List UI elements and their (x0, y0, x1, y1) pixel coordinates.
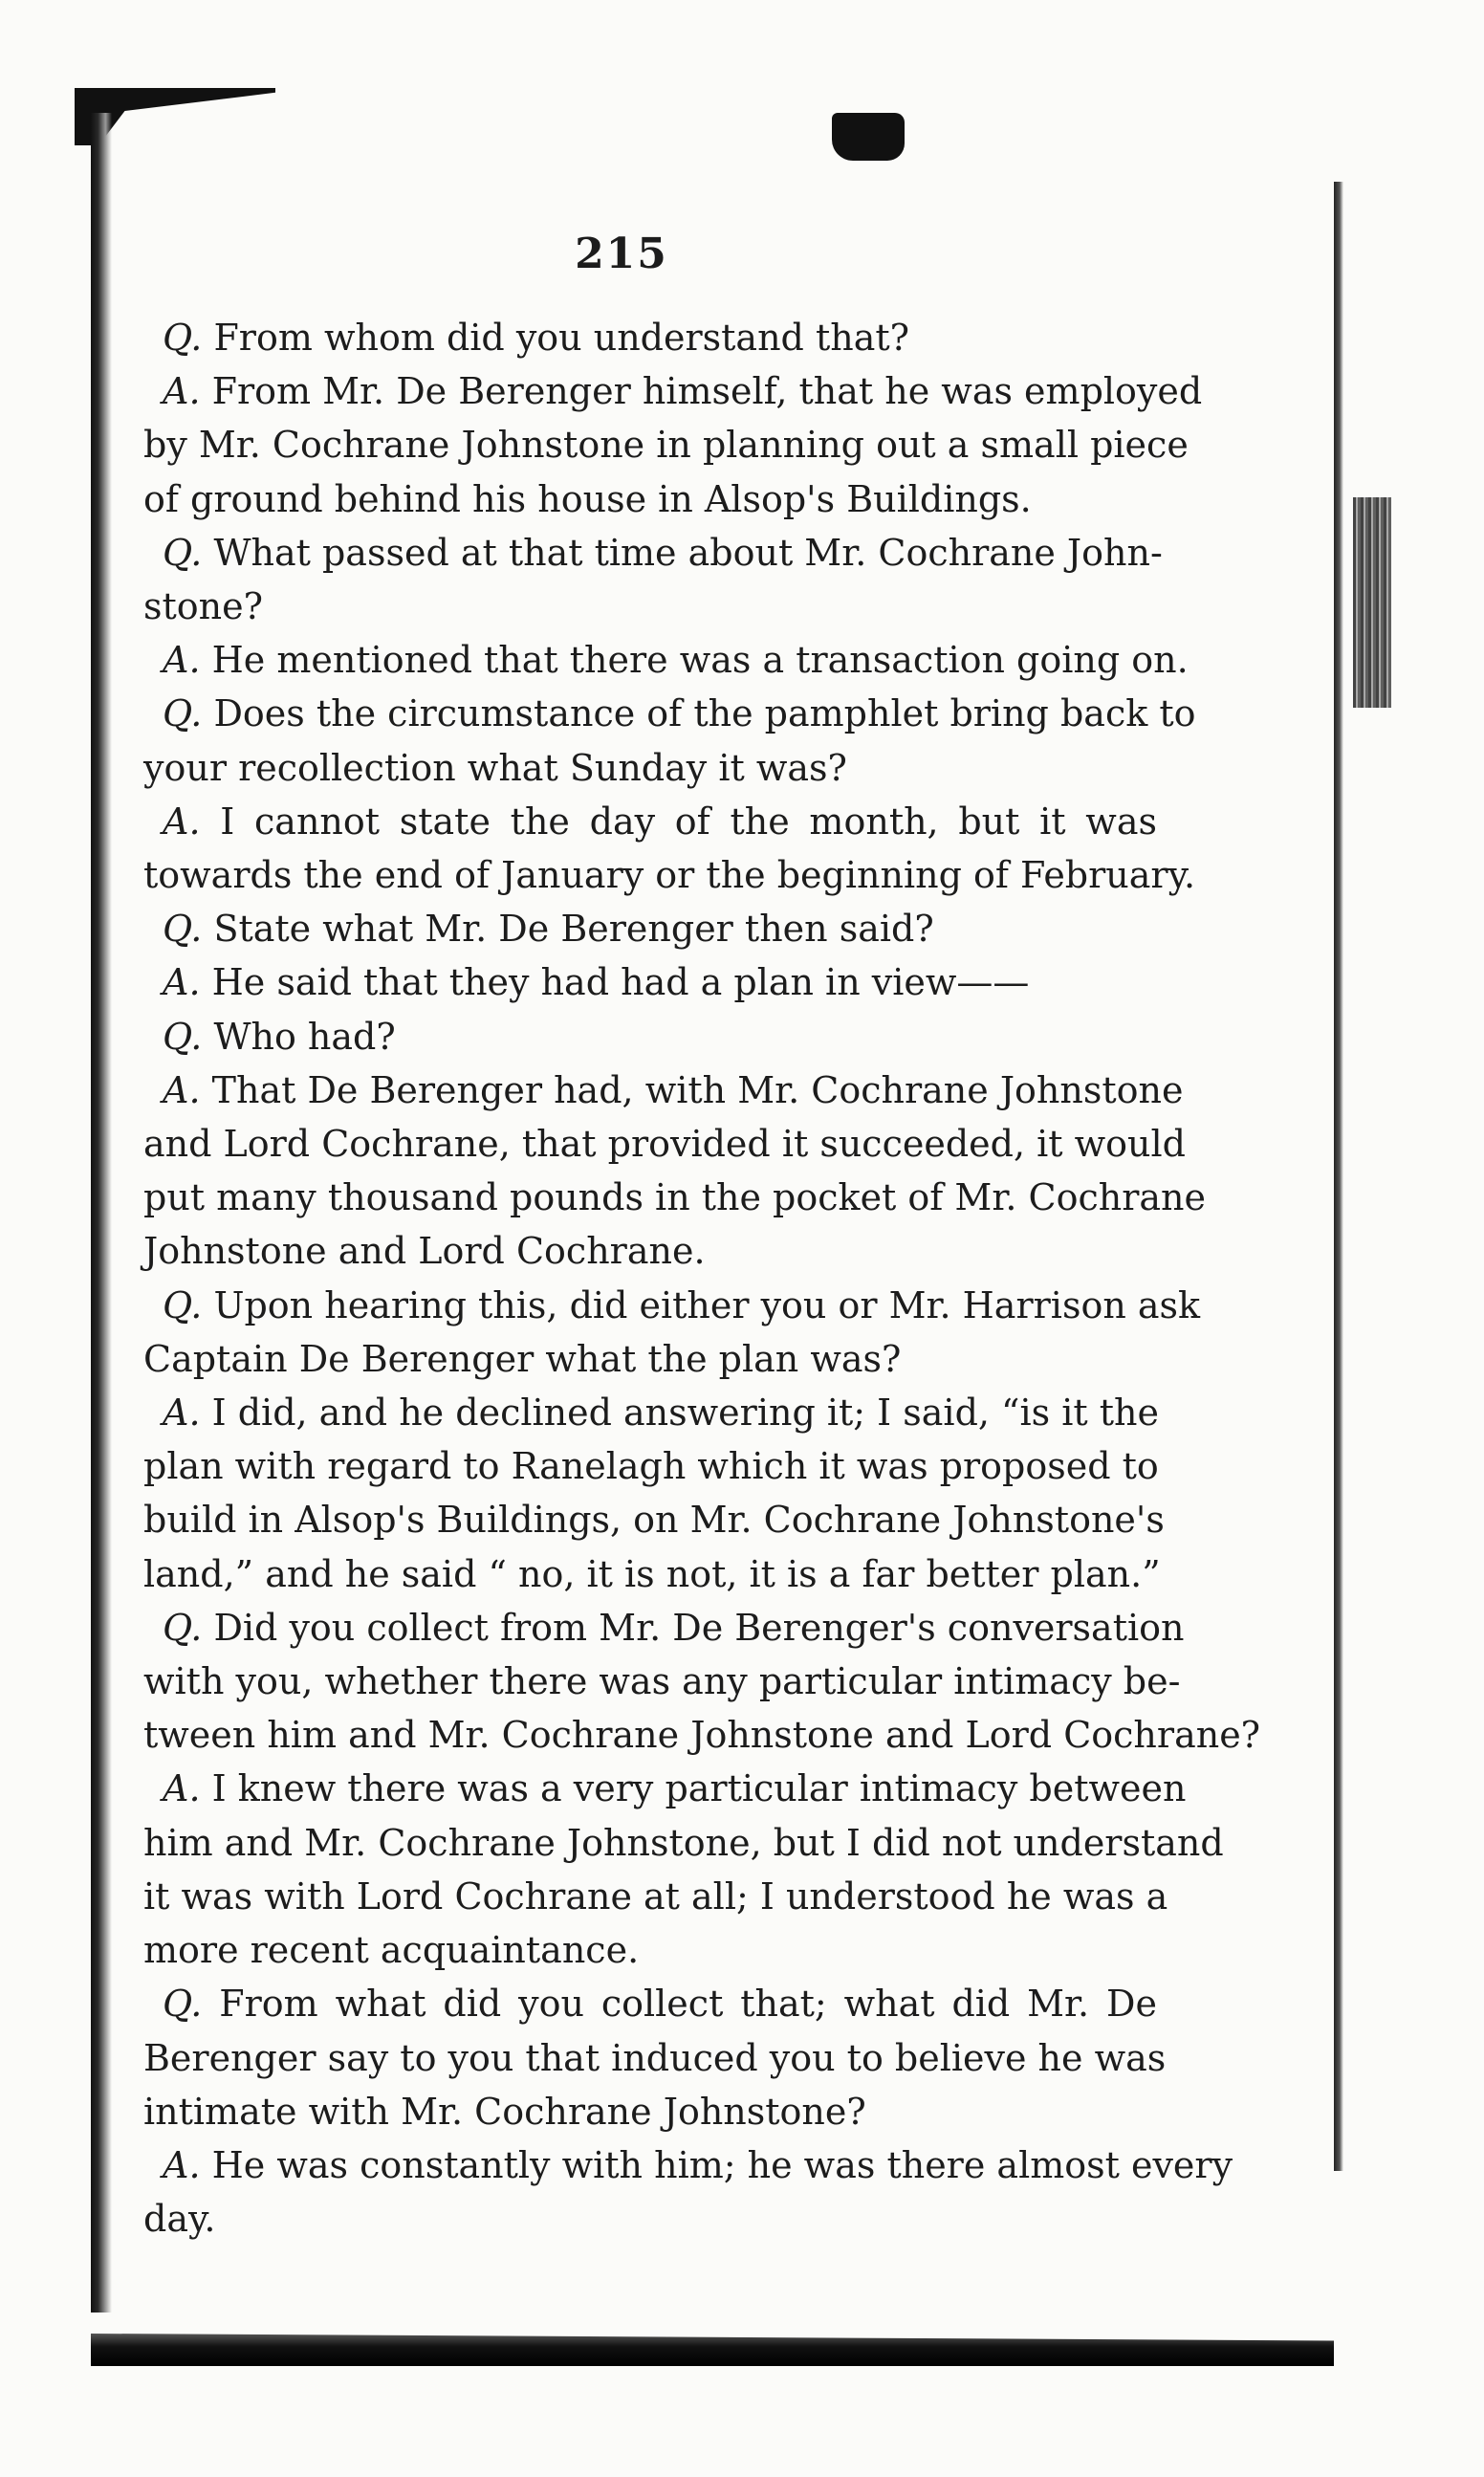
line-text: land,” and he said “ no, it is not, it is a far better plan.” (143, 1552, 1161, 1595)
line-text: That De Berenger had, with Mr. Cochrane Johnstone (211, 1068, 1184, 1111)
text-line (143, 1655, 1181, 1708)
question-label: Q. (163, 317, 203, 359)
text-line (143, 1279, 1201, 1332)
line-text: State what Mr. De Berenger then said? (213, 908, 934, 951)
question-label: Q. (163, 1983, 203, 2026)
question-label: Q. (163, 531, 203, 574)
text-line (143, 1870, 1168, 1923)
line-text: I cannot state the day of the month, but it was (220, 800, 1157, 843)
text-line (143, 1977, 1157, 2030)
text-line (143, 1171, 1206, 1224)
question-label: Q. (163, 1606, 203, 1649)
question-label: Q. (163, 1283, 203, 1326)
line-text: your recollection what Sunday it was? (143, 746, 847, 789)
text-line (143, 580, 1157, 633)
text-line (143, 526, 1163, 580)
text-line (143, 472, 1157, 526)
right-page-edge (1334, 182, 1343, 2171)
answer-label: A. (163, 1392, 201, 1435)
text-line (143, 741, 1157, 795)
text-line (143, 1224, 1157, 1278)
line-text: tween him and Mr. Cochrane Johnstone and Lord Cochrane? (143, 1714, 1261, 1757)
line-text: From what did you collect that; what did Mr. De (219, 1983, 1157, 2026)
question-label: Q. (163, 908, 203, 951)
text-line (143, 795, 1157, 848)
line-text: it was with Lord Cochrane at all; I understood he was a (143, 1874, 1168, 1918)
line-text: He said that they had had a plan in view—— (211, 961, 1030, 1004)
text-line (143, 633, 1189, 687)
answer-label: A. (163, 1068, 201, 1111)
text-line (143, 1816, 1224, 1870)
text-line (143, 902, 1157, 955)
line-text: He was constantly with him; he was there almost every (211, 2143, 1233, 2186)
text-line (143, 955, 1157, 1009)
line-text: Captain De Berenger what the plan was? (143, 1337, 902, 1380)
question-label: Q. (163, 692, 203, 735)
line-text: From Mr. De Berenger himself, that he was employed (211, 370, 1203, 413)
text-line (143, 2031, 1167, 2085)
page-number: 215 (575, 230, 668, 278)
line-text: Berenger say to you that induced you to believe he was (143, 2036, 1167, 2079)
line-text: him and Mr. Cochrane Johnstone, but I did not understand (143, 1821, 1224, 1864)
answer-label: A. (163, 2143, 201, 2186)
line-text: more recent acquaintance. (143, 1929, 640, 1972)
line-text: From whom did you understand that? (213, 317, 910, 359)
text-line (143, 2192, 1157, 2246)
text-line (143, 2085, 1157, 2138)
answer-label: A. (163, 961, 201, 1004)
text-line (143, 1063, 1184, 1117)
line-text: I did, and he declined answering it; I said, “is it the (211, 1392, 1159, 1435)
text-line (143, 311, 1157, 364)
line-text: with you, whether there was any particular intimacy be- (143, 1660, 1181, 1703)
text-line (143, 848, 1196, 902)
line-text: build in Alsop's Buildings, on Mr. Cochrane Johnstone's (143, 1499, 1165, 1542)
text-line (143, 418, 1189, 471)
line-text: What passed at that time about Mr. Cochrane John- (213, 531, 1163, 574)
line-text: intimate with Mr. Cochrane Johnstone? (143, 2090, 866, 2133)
text-line (143, 364, 1203, 418)
text-line (143, 2138, 1233, 2192)
line-text: stone? (143, 585, 263, 628)
text-line (143, 1708, 1261, 1762)
line-text: Upon hearing this, did either you or Mr. Harrison ask (213, 1283, 1201, 1326)
text-line (143, 1923, 1157, 1977)
answer-label: A. (163, 1767, 201, 1810)
text-line (143, 1117, 1186, 1171)
line-text: He mentioned that there was a transaction going on. (211, 639, 1189, 682)
text-line (143, 1762, 1187, 1815)
answer-label: A. (163, 639, 201, 682)
text-line (143, 1493, 1165, 1546)
right-margin-shadow (1353, 497, 1391, 708)
line-text: Who had? (213, 1015, 396, 1058)
line-text: Did you collect from Mr. De Berenger's conversation (213, 1606, 1185, 1649)
bottom-page-edge (91, 2334, 1334, 2366)
question-label: Q. (163, 1015, 203, 1058)
answer-label: A. (163, 370, 201, 413)
line-text: and Lord Cochrane, that provided it succeeded, it would (143, 1123, 1186, 1166)
text-line (143, 1386, 1157, 1439)
line-text: I knew there was a very particular intimacy between (211, 1767, 1187, 1810)
left-page-edge (91, 113, 112, 2313)
ink-blot (832, 113, 905, 161)
line-text: by Mr. Cochrane Johnstone in planning out a small piece (143, 424, 1189, 467)
line-text: Johnstone and Lord Cochrane. (143, 1230, 706, 1273)
line-text: day. (143, 2198, 216, 2241)
text-line (143, 1439, 1157, 1493)
line-text: towards the end of January or the beginning of February. (143, 854, 1196, 897)
text-line (143, 1601, 1185, 1655)
line-text: Does the circumstance of the pamphlet bring back to (213, 692, 1196, 735)
answer-label: A. (163, 800, 201, 843)
line-text: plan with regard to Ranelagh which it was proposed to (143, 1445, 1159, 1488)
line-text: put many thousand pounds in the pocket of Mr. Cochrane (143, 1176, 1206, 1219)
text-line (143, 1547, 1161, 1601)
line-text: of ground behind his house in Alsop's Buildings. (143, 477, 1032, 520)
testimony-text (143, 311, 1261, 2246)
text-line (143, 1332, 1157, 1386)
text-line (143, 687, 1196, 740)
text-line (143, 1010, 1157, 1063)
